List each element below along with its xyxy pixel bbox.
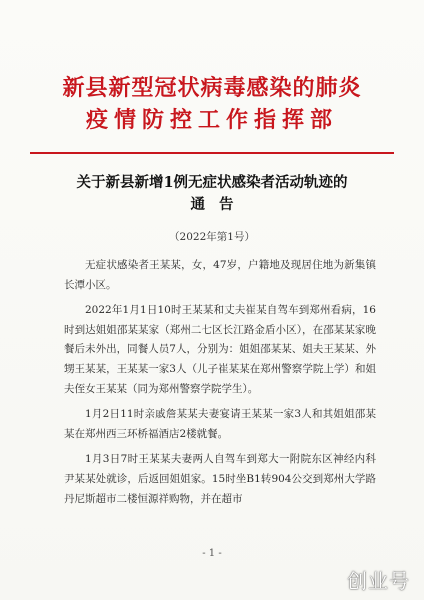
red-header-rule — [30, 152, 394, 154]
issuer-header-line2: 疫情防控工作指挥部 — [85, 108, 338, 133]
body-paragraph-4: 1月3日7时王某某夫妻两人自驾车到郑大一附院东区神经内科尹某某处就诊，后返回姐姐家。15时坐B1转904公交到郑州大学路丹尼斯超市二楼恒源祥购物，并在超市 — [64, 453, 376, 505]
document-title-line2: 通告 — [190, 196, 248, 213]
issuer-header-line1: 新县新型冠状病毒感染的肺炎 — [62, 76, 362, 101]
body-paragraph-3: 1月2日11时亲戚詹某某夫妻宴请王某某一家3人和其姐姐邵某某在郑州西三环桥福酒店2楼就餐。 — [64, 408, 376, 440]
document-number: （2022年第1号） — [169, 231, 255, 243]
body-paragraph-1: 无症状感染者王某某，女，47岁，户籍地及现居住地为新集镇长潭小区。 — [64, 259, 376, 291]
body-paragraph-2: 2022年1月1日10时王某某和丈夫崔某自驾车到郑州看病，16时到达姐姐邵某某家（郑州二七区长江路金盾小区），在邵某某家晚餐后未外出，同餐人员7人，分别为：姐姐邵某某、姐夫王某某、外甥王某某，王某某一家3人（儿子崔某某在郑州警察学院上学）和姐夫侄女王某某（同为郑州警察学院学生）。 — [64, 304, 376, 395]
document-title — [40, 172, 384, 216]
page-number: - 1 - — [202, 548, 222, 559]
watermark: 创业号 — [347, 569, 410, 593]
issuer-header — [40, 74, 384, 136]
document-body — [64, 256, 376, 515]
document-title-line1: 关于新县新增1例无症状感染者活动轨迹的 — [76, 174, 348, 191]
